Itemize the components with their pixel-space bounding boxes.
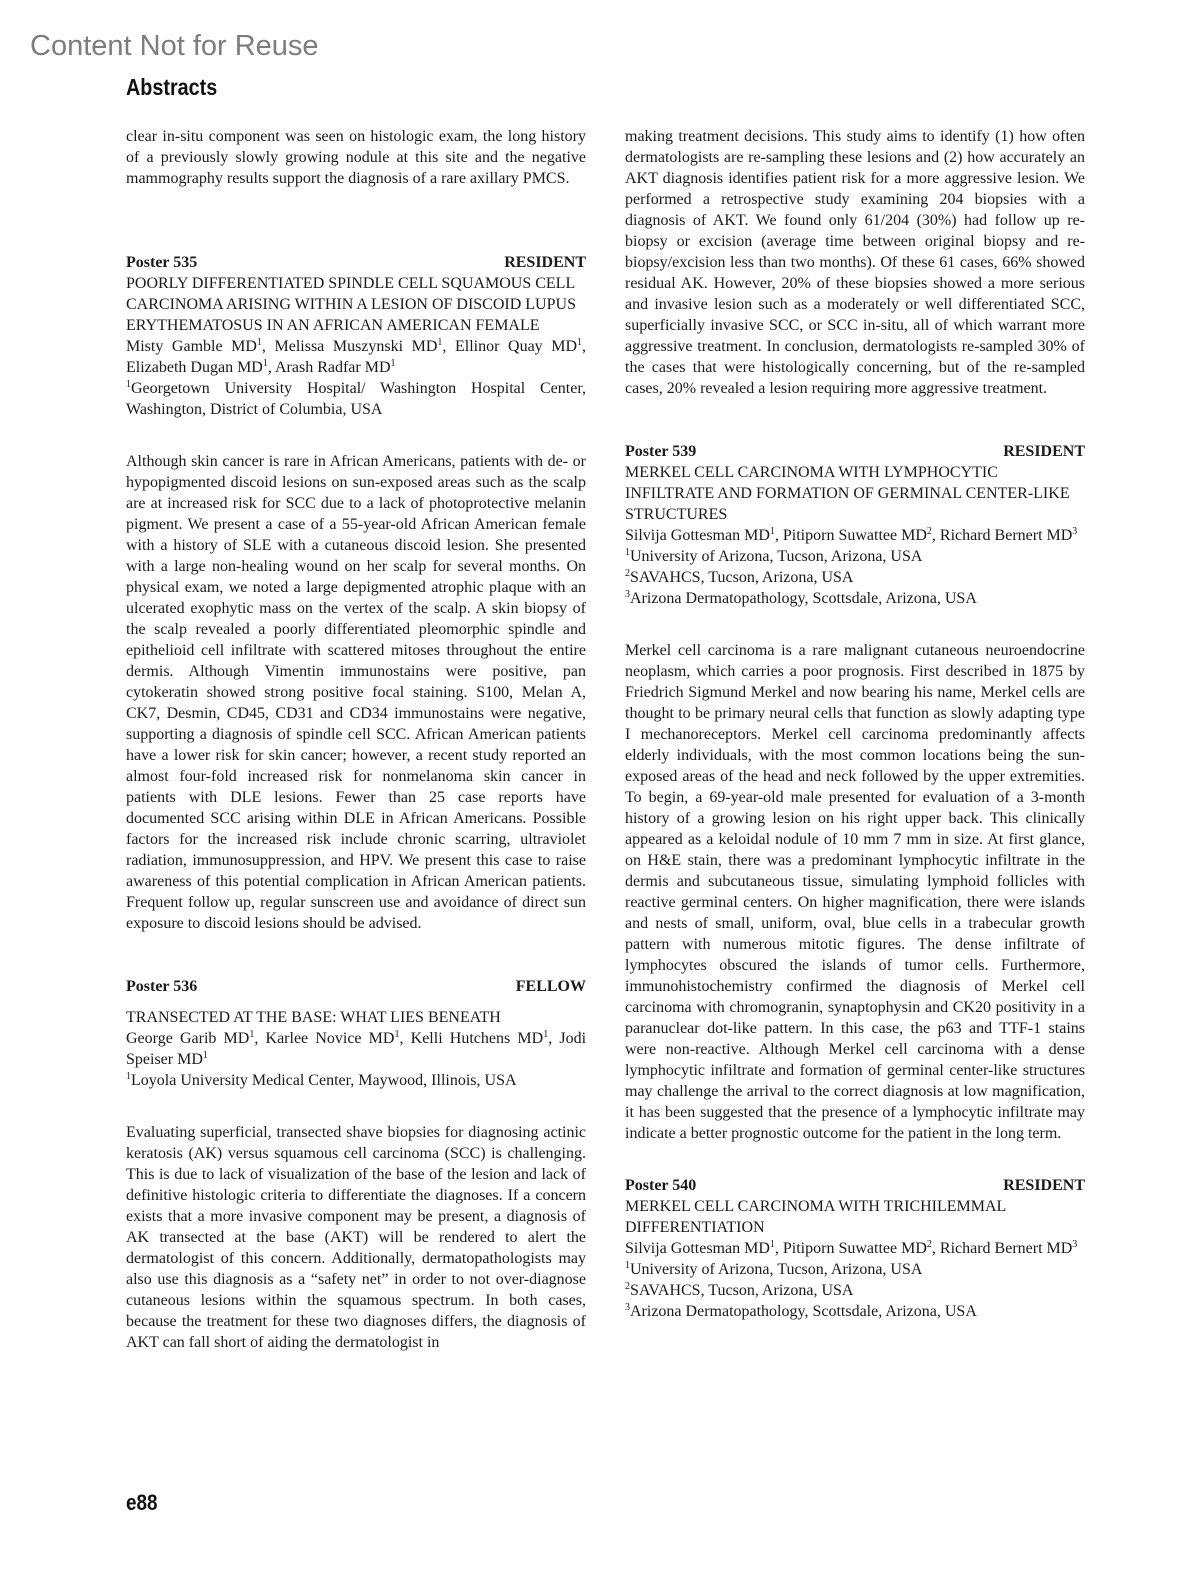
author: Pitiporn Suwattee MD	[782, 1240, 927, 1257]
poster-536-header	[126, 976, 586, 997]
author: Karlee Novice MD	[265, 1030, 395, 1047]
affiliation-mark: 2	[625, 568, 630, 579]
right-continuation: making treatment decisions. This study aims to identify (1) how often dermatologists are re-sampling these lesions and (2) how accurately an AKT diagnosis identifies patient risk for a more aggressive lesion. We performed a retrospective study examining 204 biopsies with a diagnosis of AKT. We found only 61/204 (30%) had follow up re-biopsy or excision (average time between original biopsy and re-biopsy/excision less than two months). Of these 61 cases, 66% showed residual AK. However, 20% of these biopsies showed a more serious and invasive lesion such as a moderately or well differentiated SCC, superficially invasive SCC, or SCC in-situ, all of which warrant more aggressive treatment. In conclusion, dermatologists re-sampled 30% of the cases that were histologically concerning, but of the re-sampled cases, 20% revealed a lesion requiring more aggressive treatment.	[625, 128, 1085, 397]
poster-535	[126, 252, 586, 934]
poster-535-number: Poster 535	[126, 254, 198, 271]
poster-536-title: TRANSECTED AT THE BASE: WHAT LIES BENEATH	[126, 1009, 501, 1026]
affiliation-mark: 1	[543, 1029, 549, 1040]
affiliation-text: Georgetown University Hospital/ Washington Hospital Center, Washington, District of Columbia, USA	[126, 380, 586, 418]
affiliation-text: SAVAHCS, Tucson, Arizona, USA	[630, 1282, 854, 1299]
page-number: e88	[126, 1490, 158, 1515]
affiliation-mark: 3	[1072, 526, 1078, 537]
poster-536	[126, 976, 586, 1353]
affiliation-text: Arizona Dermatopathology, Scottsdale, Arizona, USA	[630, 590, 977, 607]
affiliation-line	[625, 588, 1085, 609]
affiliation-mark: 1	[394, 1029, 400, 1040]
affiliation-mark: 1	[202, 1050, 208, 1061]
affiliation-mark: 1	[577, 337, 583, 348]
affiliation-mark: 2	[926, 526, 932, 537]
affiliation-mark: 1	[249, 1029, 255, 1040]
affiliation-line	[625, 546, 1085, 567]
poster-535-header	[126, 252, 586, 273]
author: Kelli Hutchens MD	[410, 1030, 544, 1047]
author: Ellinor Quay MD	[455, 338, 578, 355]
poster-539	[625, 441, 1085, 1144]
affiliation-text: University of Arizona, Tucson, Arizona, USA	[630, 1261, 923, 1278]
poster-540-authors: Silvija Gottesman $MD^1$, Pitiporn Suwattee $MD^2$, Richard Bernert $MD^3$	[625, 1239, 1078, 1257]
author: Arash Radfar MD	[274, 359, 391, 376]
affiliation-mark: 1	[769, 526, 775, 537]
poster-539-title: MERKEL CELL CARCINOMA WITH LYMPHOCYTIC INFILTRATE AND FORMATION OF GERMINAL CENTER-LIKE STRUCTURES	[625, 464, 1070, 523]
affiliation-mark: 3	[1072, 1239, 1078, 1250]
right-column	[625, 126, 1085, 1322]
affiliation-line	[625, 1301, 1085, 1322]
author: Richard Bernert MD	[939, 1240, 1073, 1257]
author: Richard Bernert MD	[939, 527, 1073, 544]
poster-535-title: POORLY DIFFERENTIATED SPINDLE CELL SQUAMOUS CELL CARCINOMA ARISING WITHIN A LESION OF DISCOID LUPUS ERYTHEMATOSUS IN AN AFRICAN AMERICAN FEMALE	[126, 275, 576, 334]
affiliation-line	[625, 1259, 1085, 1280]
poster-540	[625, 1175, 1085, 1322]
affiliation-mark: 1	[126, 1071, 131, 1082]
poster-539-authors: Silvija Gottesman $MD^1$, Pitiporn Suwattee $MD^2$, Richard Bernert $MD^3$	[625, 526, 1078, 544]
poster-540-category: RESIDENT	[1003, 1177, 1085, 1194]
poster-540-header	[625, 1175, 1085, 1196]
affiliation-mark: 3	[625, 1302, 630, 1313]
poster-536-authors: George Garib $MD^1$, Karlee Novice $MD^1$, Kelli Hutchens $MD^1$, Jodi Speiser $MD^1$	[126, 1029, 587, 1068]
poster-539-header	[625, 441, 1085, 462]
author: Jodi Speiser MD	[126, 1030, 587, 1068]
poster-536-category: FELLOW	[515, 978, 586, 995]
affiliation-mark: 1	[256, 337, 262, 348]
affiliation-mark: 1	[390, 358, 396, 369]
poster-540-number: Poster 540	[625, 1177, 697, 1194]
left-column	[126, 126, 586, 1353]
intro-continuation: clear in-situ component was seen on histologic exam, the long history of a previously slowly growing nodule at this site and the negative mammography results support the diagnosis of a rare axillary PMCS.	[126, 128, 586, 187]
author: Pitiporn Suwattee MD	[782, 527, 927, 544]
affiliation-mark: 1	[625, 1260, 630, 1271]
author: Elizabeth Dugan MD	[126, 359, 263, 376]
section-title: Abstracts	[126, 74, 218, 100]
poster-539-category: RESIDENT	[1003, 443, 1085, 460]
author: George Garib MD	[126, 1030, 250, 1047]
poster-535-category: RESIDENT	[504, 254, 586, 271]
poster-539-affiliations	[625, 546, 1085, 609]
poster-536-abstract: Evaluating superficial, transected shave biopsies for diagnosing actinic keratosis (AK) versus squamous cell carcinoma (SCC) is challenging. This is due to lack of visualization of the base of the lesion and lack of definitive histologic criteria to differentiate the diagnoses. If a concern exists that a more invasive component may be present, a diagnosis of AK transected at the base (AKT) will be rendered to alert the dermatologist of this concern. Additionally, dermatopathologists may also use this diagnosis as a “safety net” in order to not over-diagnose cutaneous lesions within the squamous spectrum. In both cases, because the treatment for these two diagnoses differs, the diagnosis of AKT can fall short of aiding the dermatologist in	[126, 1124, 586, 1351]
affiliation-mark: 2	[926, 1239, 932, 1250]
poster-536-number: Poster 536	[126, 978, 198, 995]
affiliation-line	[625, 567, 1085, 588]
affiliation-text: Loyola University Medical Center, Maywood, Illinois, USA	[131, 1072, 517, 1089]
poster-535-authors: Misty Gamble $MD^1$, Melissa Muszynski $MD^1$, Ellinor Quay $MD^1$, Elizabeth Dugan $MD^1$, Arash Radfar $MD^1$	[126, 337, 587, 376]
poster-540-title: MERKEL CELL CARCINOMA WITH TRICHILEMMAL DIFFERENTIATION	[625, 1198, 1006, 1236]
author: Misty Gamble MD	[126, 338, 257, 355]
affiliation-mark: 1	[262, 358, 268, 369]
affiliation-mark: 2	[625, 1281, 630, 1292]
author: Silvija Gottesman MD	[625, 1240, 770, 1257]
watermark-text: Content Not for Reuse	[30, 30, 319, 62]
affiliation-line	[625, 1280, 1085, 1301]
poster-539-abstract: Merkel cell carcinoma is a rare malignant cutaneous neuroendocrine neoplasm, which carries a poor prognosis. First described in 1875 by Friedrich Sigmund Merkel and now bearing his name, Merkel cells are thought to be primary neural cells that function as slowly adapting type I mechanoreceptors. Merkel cell carcinoma predominantly affects elderly individuals, with the most common locations being the sun-exposed areas of the head and neck followed by the upper extremities. To begin, a 69-year-old male presented for evaluation of a 3-month history of a growing lesion on his right upper back. This clinically appeared as a keloidal nodule of 10 mm 7 mm in size. At first glance, on H&E stain, there was a predominant lymphocytic infiltrate in the dermis and subcutaneous tissue, simulating lymphoid follicles with reactive germinal centers. On higher magnification, there were islands and nests of small, uniform, oval, blue cells in a trabecular growth pattern with numerous mitotic figures. The dense infiltrate of lymphocytes obscured the islands of tumor cells. Furthermore, immunohistochemistry confirmed the diagnosis of Merkel cell carcinoma with chromogranin, synaptophysin and CK20 positivity in a paranuclear dot-like pattern. In this case, the p63 and TTF-1 stains were non-reactive. Although Merkel cell carcinoma with a dense lymphocytic infiltrate and formation of germinal center-like structures may challenge the arrival to the correct diagnosis at low magnification, it has been suggested that the presence of a lymphocytic infiltrate may indicate a better prognostic outcome for the patient in the long term.	[625, 642, 1085, 1142]
affiliation-mark: 1	[126, 379, 131, 390]
poster-536-affiliation	[126, 1070, 586, 1091]
affiliation-mark: 1	[437, 337, 443, 348]
author: Melissa Muszynski MD	[274, 338, 438, 355]
affiliation-mark: 1	[625, 547, 630, 558]
poster-540-affiliations	[625, 1259, 1085, 1322]
affiliation-text: University of Arizona, Tucson, Arizona, USA	[630, 548, 923, 565]
affiliation-text: Arizona Dermatopathology, Scottsdale, Arizona, USA	[630, 1303, 977, 1320]
author: Silvija Gottesman MD	[625, 527, 770, 544]
affiliation-mark: 1	[769, 1239, 775, 1250]
poster-535-affiliation	[126, 378, 586, 420]
affiliation-mark: 3	[625, 589, 630, 600]
affiliation-text: SAVAHCS, Tucson, Arizona, USA	[630, 569, 854, 586]
poster-535-abstract: Although skin cancer is rare in African Americans, patients with de- or hypopigmented discoid lesions on sun-exposed areas such as the scalp are at increased risk for SCC due to a lack of photoprotective melanin pigment. We present a case of a 55-year-old African American female with a history of SLE with a cutaneous discoid lesion. She presented with a large non-healing wound on her scalp for several months. On physical exam, we noted a large depigmented atrophic plaque with an ulcerated exophytic mass on the vertex of the scalp. A skin biopsy of the scalp revealed a poorly differentiated pleomorphic spindle and epithelioid cell infiltrate with scattered mitoses throughout the entire dermis. Although Vimentin immunostains were positive, pan cytokeratin showed strong positive focal staining. S100, Melan A, CK7, Desmin, CD45, CD31 and CD34 immunostains were negative, supporting a diagnosis of spindle cell SCC. African American patients have a lower risk for skin cancer; however, a recent study reported an almost four-fold increased risk for nonmelanoma skin cancer in patients with DLE lesions. Fewer than 25 case reports have documented SCC arising within DLE in African Americans. Possible factors for the increased risk include chronic scarring, ultraviolet radiation, immunosuppression, and HPV. We present this case to raise awareness of this potential complication in African American patients. Frequent follow up, regular sunscreen use and avoidance of direct sun exposure to discoid lesions should be advised.	[126, 453, 586, 932]
poster-539-number: Poster 539	[625, 443, 697, 460]
